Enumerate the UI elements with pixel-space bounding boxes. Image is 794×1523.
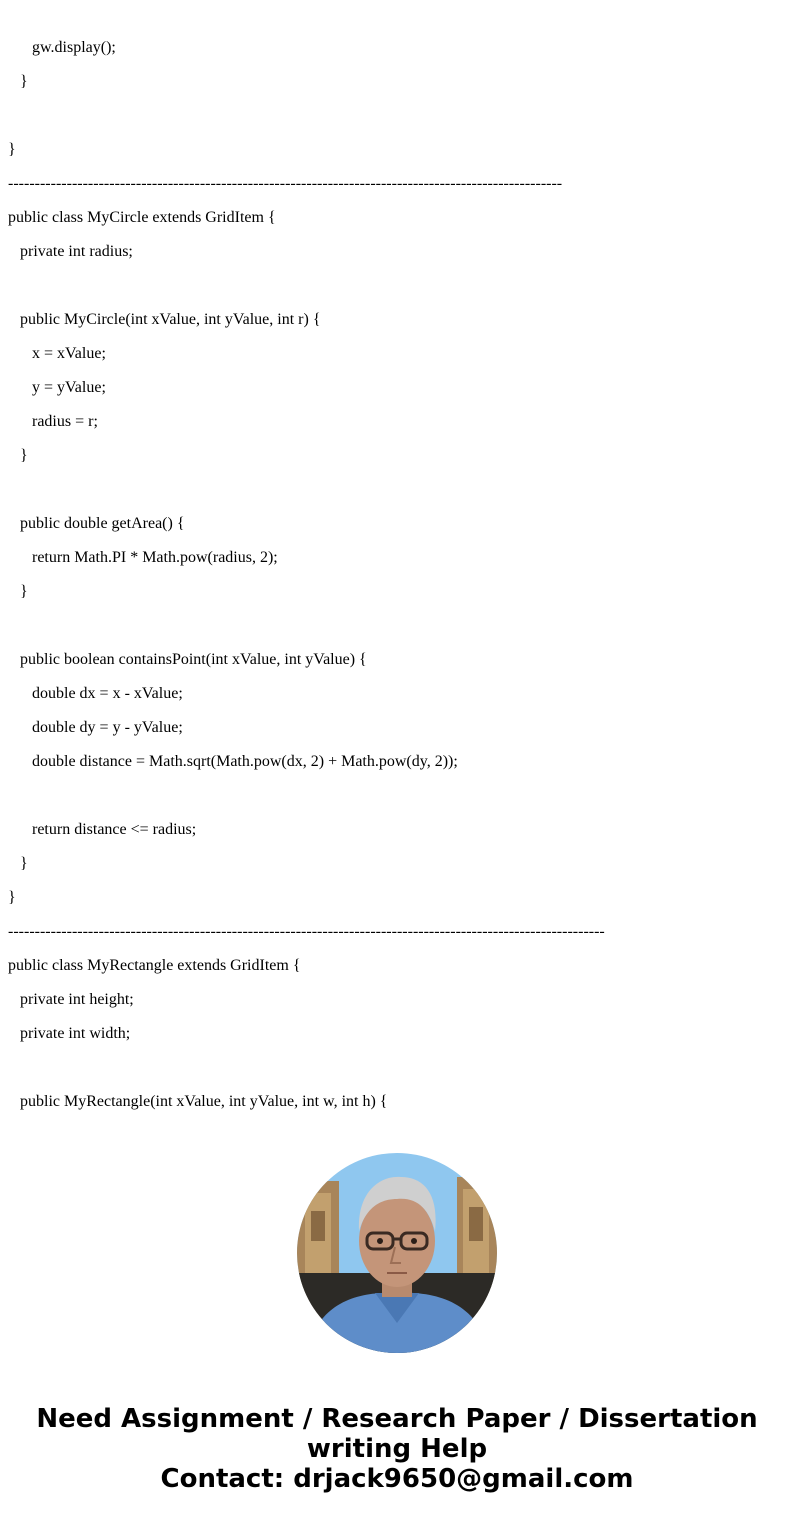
code-line: public boolean containsPoint(int xValue, int yValue) {	[8, 651, 367, 668]
code-line	[8, 609, 788, 643]
code-line: public class MyRectangle extends GridItem {	[8, 957, 301, 974]
code-line: return distance <= radius;	[8, 821, 197, 838]
code-line: public MyCircle(int xValue, int yValue, int r) {	[8, 311, 321, 328]
code-line: --------------------------------------------------------------------------------------------------------	[8, 175, 563, 192]
portrait-image	[297, 1153, 497, 1353]
author-photo	[297, 1153, 497, 1353]
code-listing	[8, 31, 788, 1119]
promo-contact-line: Contact: drjack9650@gmail.com	[160, 1464, 634, 1494]
code-line: private int width;	[8, 1025, 131, 1042]
code-line	[8, 473, 788, 507]
code-line: return Math.PI * Math.pow(radius, 2);	[8, 549, 278, 566]
code-line: }	[8, 141, 16, 158]
code-line: double dx = x - xValue;	[8, 685, 183, 702]
promo-line-1: Need Assignment / Research Paper / Dissertation	[36, 1404, 758, 1434]
code-line: public MyRectangle(int xValue, int yValue, int w, int h) {	[8, 1093, 388, 1110]
code-line	[8, 269, 788, 303]
code-line: }	[8, 447, 28, 464]
code-line: }	[8, 73, 28, 90]
code-line: }	[8, 889, 16, 906]
code-line: public class MyCircle extends GridItem {	[8, 209, 276, 226]
code-line	[8, 99, 788, 133]
code-line: private int height;	[8, 991, 134, 1008]
code-line: }	[8, 583, 28, 600]
code-line: radius = r;	[8, 413, 98, 430]
contact-promo	[0, 1404, 794, 1494]
code-line: double distance = Math.sqrt(Math.pow(dx, 2) + Math.pow(dy, 2));	[8, 753, 458, 770]
code-line: gw.display();	[8, 39, 116, 56]
code-line: y = yValue;	[8, 379, 106, 396]
code-line: ----------------------------------------------------------------------------------------------------------------	[8, 923, 605, 940]
promo-line-2: writing Help	[306, 1434, 488, 1464]
code-line: double dy = y - yValue;	[8, 719, 183, 736]
code-line	[8, 1051, 788, 1085]
code-line	[8, 779, 788, 813]
code-line: x = xValue;	[8, 345, 106, 362]
code-line: private int radius;	[8, 243, 133, 260]
code-line: public double getArea() {	[8, 515, 185, 532]
code-line: }	[8, 855, 28, 872]
